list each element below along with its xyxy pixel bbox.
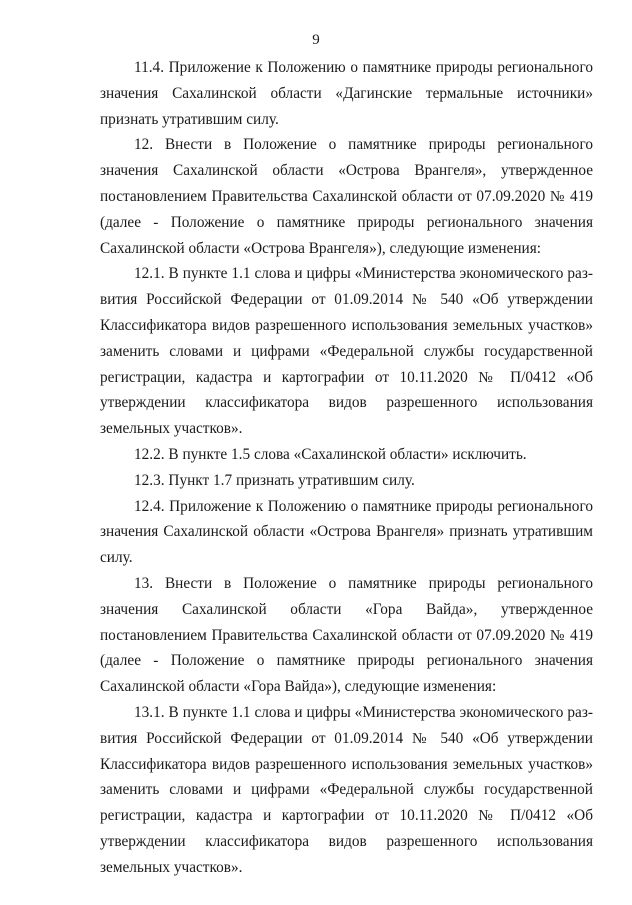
paragraph-13-1: 13.1. В пункте 1.1 слова и цифры «Министерства экономического развития Российской Федерации от 01.09.2014 № 540 «Об утверждении Классификатора видов разрешенного использования земельных участков» заменить словами и цифрами «Федеральной службы государственной регистрации, кадастра и картографии от 10.11.2020 № П/0412 «Об утверждении классификатора видов разрешенного использования земельных участков».: [100, 703, 593, 876]
document-body: [100, 55, 593, 881]
paragraph-12-4: 12.4. Приложение к Положению о памятнике природы регионального значения Сахалинской области «Острова Врангеля» признать утратившим силу.: [100, 497, 593, 567]
paragraph-12-1: 12.1. В пункте 1.1 слова и цифры «Министерства экономического развития Российской Федерации от 01.09.2014 № 540 «Об утверждении Классификатора видов разрешенного использования земельных участков» заменить словами и цифрами «Федеральной службы государственной регистрации, кадастра и картографии от 10.11.2020 № П/0412 «Об утверждении классификатора видов разрешенного использования земельных участков».: [100, 265, 593, 438]
paragraph-12-3: 12.3. Пункт 1.7 признать утратившим силу.: [134, 471, 415, 489]
paragraph-11-4: 11.4. Приложение к Положению о памятнике природы регионального значения Сахалинской области «Дагинские термальные источники» признать утратившим силу.: [100, 59, 593, 128]
paragraph-12-2: 12.2. В пункте 1.5 слова «Сахалинской области» исключить.: [134, 445, 527, 463]
page-number: 9: [312, 32, 320, 48]
paragraph-13: 13. Внести в Положение о памятнике природы регионального значения Сахалинской области «Гора Вайда», утвержденное постановлением Правительства Сахалинской области от 07.09.2020 № 419 (далее - Положение о памятнике природы регионального значения Сахалинской области «Гора Вайда»), следующие изменения:: [100, 574, 593, 696]
paragraph-12: 12. Внести в Положение о памятнике природы регионального значения Сахалинской области «Острова Врангеля», утвержденное постановлением Правительства Сахалинской области от 07.09.2020 № 419 (далее - Положение о памятнике природы регионального значения Сахалинской области «Острова Врангеля»), следующие изменения:: [100, 136, 593, 257]
